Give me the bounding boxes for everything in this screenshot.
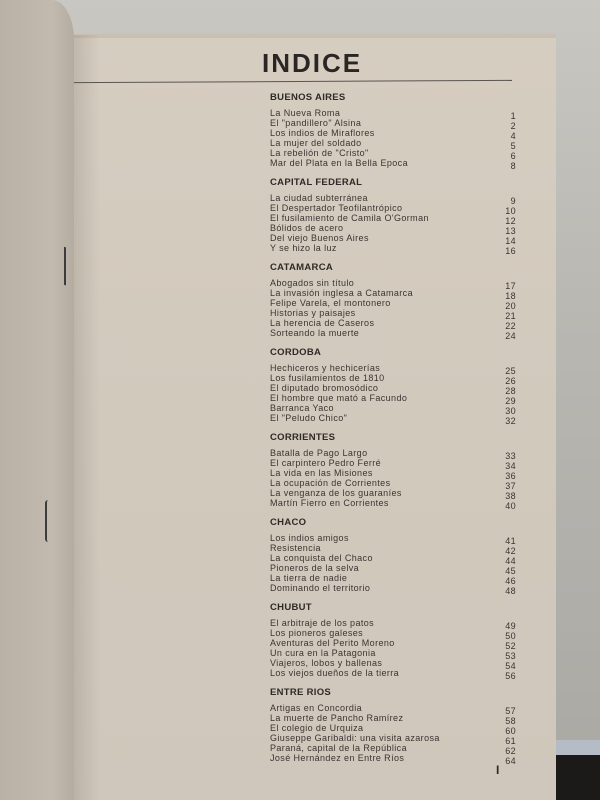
toc-entry — [270, 458, 516, 471]
entry-title: José Hernández en Entre Ríos — [270, 753, 405, 763]
entry-page-number: 1 — [510, 111, 516, 121]
toc-section — [254, 687, 516, 766]
entry-title: La muerte de Pancho Ramírez — [270, 713, 404, 723]
entry-title: Felipe Varela, el montonero — [270, 298, 391, 308]
entry-title: Martín Fierro en Corrientes — [270, 498, 389, 508]
entry-page-number: 32 — [505, 416, 516, 426]
toc-entry — [270, 573, 516, 586]
entry-title: La Nueva Roma — [270, 108, 341, 118]
entry-page-number: 9 — [510, 196, 516, 206]
entry-title: Barranca Yaco — [270, 403, 334, 413]
toc-entry — [270, 288, 516, 301]
toc-entry — [270, 128, 516, 141]
entry-title: La mujer del soldado — [270, 138, 362, 148]
toc-entry — [270, 363, 516, 376]
entry-page-number: 53 — [505, 651, 516, 661]
toc-entry — [270, 203, 516, 216]
toc-entry — [270, 138, 516, 151]
toc-entry — [270, 118, 516, 131]
entry-page-number: 8 — [510, 161, 516, 171]
entry-page-number: 50 — [505, 631, 516, 641]
toc-entry — [270, 743, 516, 756]
toc-entry — [270, 308, 516, 321]
background-dark-surface — [552, 755, 600, 800]
entry-page-number: 40 — [505, 501, 516, 511]
table-of-contents — [254, 92, 516, 772]
entry-page-number: 36 — [505, 471, 516, 481]
entry-title: Un cura en la Patagonia — [270, 648, 376, 658]
entry-title: Los indios de Miraflores — [270, 128, 375, 138]
entry-page-number: 34 — [505, 461, 516, 471]
entry-title: La rebelión de "Cristo" — [270, 148, 369, 158]
toc-entry — [270, 618, 516, 631]
entry-page-number: 54 — [505, 661, 516, 671]
toc-entry — [270, 193, 516, 206]
toc-entry — [270, 148, 516, 161]
entry-page-number: 44 — [505, 556, 516, 566]
entry-page-number: 45 — [505, 566, 516, 576]
toc-entry — [270, 713, 516, 726]
entry-page-number: 49 — [505, 621, 516, 631]
entry-title: Mar del Plata en la Bella Epoca — [270, 158, 408, 168]
entry-title: Giuseppe Garibaldi: una visita azarosa — [270, 733, 440, 743]
entry-page-number: 17 — [505, 281, 516, 291]
entry-page-number: 42 — [505, 546, 516, 556]
toc-entry — [270, 383, 516, 396]
toc-entry — [270, 658, 516, 671]
entry-title: La herencia de Caseros — [270, 318, 375, 328]
toc-entry — [270, 563, 516, 576]
toc-entry — [270, 233, 516, 246]
toc-entry — [270, 448, 516, 461]
entry-page-number: 26 — [505, 376, 516, 386]
entry-title: Abogados sin título — [270, 278, 355, 288]
toc-entry — [270, 668, 516, 681]
entry-page-number: 64 — [505, 756, 516, 766]
entry-page-number: 52 — [505, 641, 516, 651]
entry-title: La tierra de nadie — [270, 573, 348, 583]
section-heading: CATAMARCA — [270, 262, 334, 273]
toc-entry — [270, 488, 516, 501]
toc-entry — [270, 753, 516, 766]
entry-title: El hombre que mató a Facundo — [270, 393, 408, 403]
entry-page-number: 2 — [510, 121, 516, 131]
page-top-edge — [72, 34, 556, 38]
entry-title: El carpintero Pedro Ferré — [270, 458, 382, 468]
binding-clip-mark — [58, 245, 66, 286]
entry-title: Los fusilamientos de 1810 — [270, 373, 385, 383]
entry-title: La conquista del Chaco — [270, 553, 373, 563]
entry-page-number: 6 — [510, 151, 516, 161]
toc-entry — [270, 393, 516, 406]
entry-page-number: 13 — [505, 226, 516, 236]
entry-title: La vida en las Misiones — [270, 468, 373, 478]
toc-entry — [270, 638, 516, 651]
entry-title: Y se hizo la luz — [270, 243, 337, 253]
toc-entry — [270, 243, 516, 256]
toc-section — [254, 347, 516, 426]
section-heading: CHACO — [270, 517, 307, 528]
toc-entry — [270, 628, 516, 641]
background-surface — [552, 740, 600, 756]
entry-title: Resistencia — [270, 543, 321, 553]
entry-page-number: 4 — [510, 131, 516, 141]
entry-page-number: 24 — [505, 331, 516, 341]
toc-entry — [270, 723, 516, 736]
entry-title: El arbitraje de los patos — [270, 618, 375, 628]
entry-title: El fusilamiento de Camila O'Gorman — [270, 213, 429, 223]
toc-section — [254, 432, 516, 511]
entry-page-number: 62 — [505, 746, 516, 756]
toc-section — [254, 517, 516, 596]
entry-title: Paraná, capital de la República — [270, 743, 407, 753]
entry-page-number: 5 — [510, 141, 516, 151]
toc-entry — [270, 413, 516, 426]
entry-title: Los viejos dueños de la tierra — [270, 668, 400, 678]
entry-title: Pioneros de la selva — [270, 563, 360, 573]
entry-page-number: 30 — [505, 406, 516, 416]
entry-page-number: 57 — [505, 706, 516, 716]
toc-entry — [270, 583, 516, 596]
entry-page-number: 10 — [505, 206, 516, 216]
entry-title: Viajeros, lobos y ballenas — [270, 658, 383, 668]
section-heading: ENTRE RIOS — [270, 687, 332, 698]
entry-title: Bólidos de acero — [270, 223, 344, 233]
entry-page-number: 33 — [505, 451, 516, 461]
entry-title: Aventuras del Perito Moreno — [270, 638, 395, 648]
entry-title: La ciudad subterránea — [270, 193, 368, 203]
entry-page-number: 46 — [505, 576, 516, 586]
toc-entry — [270, 213, 516, 226]
entry-page-number: 48 — [505, 586, 516, 596]
entry-page-number: 56 — [505, 671, 516, 681]
toc-entry — [270, 533, 516, 546]
toc-entry — [270, 318, 516, 331]
entry-page-number: 29 — [505, 396, 516, 406]
toc-entry — [270, 733, 516, 746]
toc-entry — [270, 498, 516, 511]
binding-clip-mark — [45, 500, 51, 542]
entry-title: Dominando el territorio — [270, 583, 371, 593]
entry-title: Los pioneros galeses — [270, 628, 364, 638]
toc-entry — [270, 553, 516, 566]
entry-page-number: 21 — [505, 311, 516, 321]
entry-title: La ocupación de Corrientes — [270, 478, 391, 488]
entry-title: Artigas en Concordia — [270, 703, 363, 713]
section-heading: CORRIENTES — [270, 432, 336, 443]
toc-entry — [270, 478, 516, 491]
page-title: INDICE — [262, 48, 363, 78]
section-heading: CHUBUT — [270, 602, 312, 613]
entry-title: El "Peludo Chico" — [270, 413, 348, 423]
toc-entry — [270, 703, 516, 716]
entry-page-number: 20 — [505, 301, 516, 311]
entry-title: El colegio de Urquiza — [270, 723, 364, 733]
entry-title: El "pandillero" Alsina — [270, 118, 362, 128]
entry-page-number: 61 — [505, 736, 516, 746]
entry-title: La invasión inglesa a Catamarca — [270, 288, 413, 298]
entry-page-number: 22 — [505, 321, 516, 331]
toc-entry — [270, 108, 516, 121]
toc-section — [254, 602, 516, 681]
entry-page-number: 25 — [505, 366, 516, 376]
toc-entry — [270, 278, 516, 291]
toc-entry — [270, 298, 516, 311]
entry-title: Del viejo Buenos Aires — [270, 233, 369, 243]
section-heading: CAPITAL FEDERAL — [270, 177, 363, 188]
entry-title: Sorteando la muerte — [270, 328, 360, 338]
toc-entry — [270, 158, 516, 171]
section-heading: BUENOS AIRES — [270, 92, 346, 103]
entry-title: El diputado bromosódico — [270, 383, 379, 393]
toc-entry — [270, 223, 516, 236]
entry-page-number: 18 — [505, 291, 516, 301]
entry-page-number: 16 — [505, 246, 516, 256]
entry-page-number: 58 — [505, 716, 516, 726]
entry-title: Hechiceros y hechicerías — [270, 363, 381, 373]
toc-entry — [270, 468, 516, 481]
entry-page-number: 38 — [505, 491, 516, 501]
entry-page-number: 28 — [505, 386, 516, 396]
toc-entry — [270, 403, 516, 416]
toc-entry — [270, 328, 516, 341]
toc-section — [254, 92, 516, 171]
entry-title: Historias y paisajes — [270, 308, 356, 318]
entry-page-number: 14 — [505, 236, 516, 246]
entry-title: El Despertador Teofilantrópico — [270, 203, 403, 213]
toc-entry — [270, 373, 516, 386]
toc-section — [254, 177, 516, 256]
entry-title: La venganza de los guaraníes — [270, 488, 402, 498]
toc-section — [254, 262, 516, 341]
entry-page-number: 12 — [505, 216, 516, 226]
left-page-edge — [0, 0, 74, 800]
toc-entry — [270, 648, 516, 661]
entry-title: Batalla de Pago Largo — [270, 448, 368, 458]
section-heading: CORDOBA — [270, 347, 322, 358]
entry-page-number: 60 — [505, 726, 516, 736]
page-number: I — [496, 763, 500, 777]
entry-page-number: 41 — [505, 536, 516, 546]
toc-entry — [270, 543, 516, 556]
entry-title: Los indios amigos — [270, 533, 349, 543]
entry-page-number: 37 — [505, 481, 516, 491]
